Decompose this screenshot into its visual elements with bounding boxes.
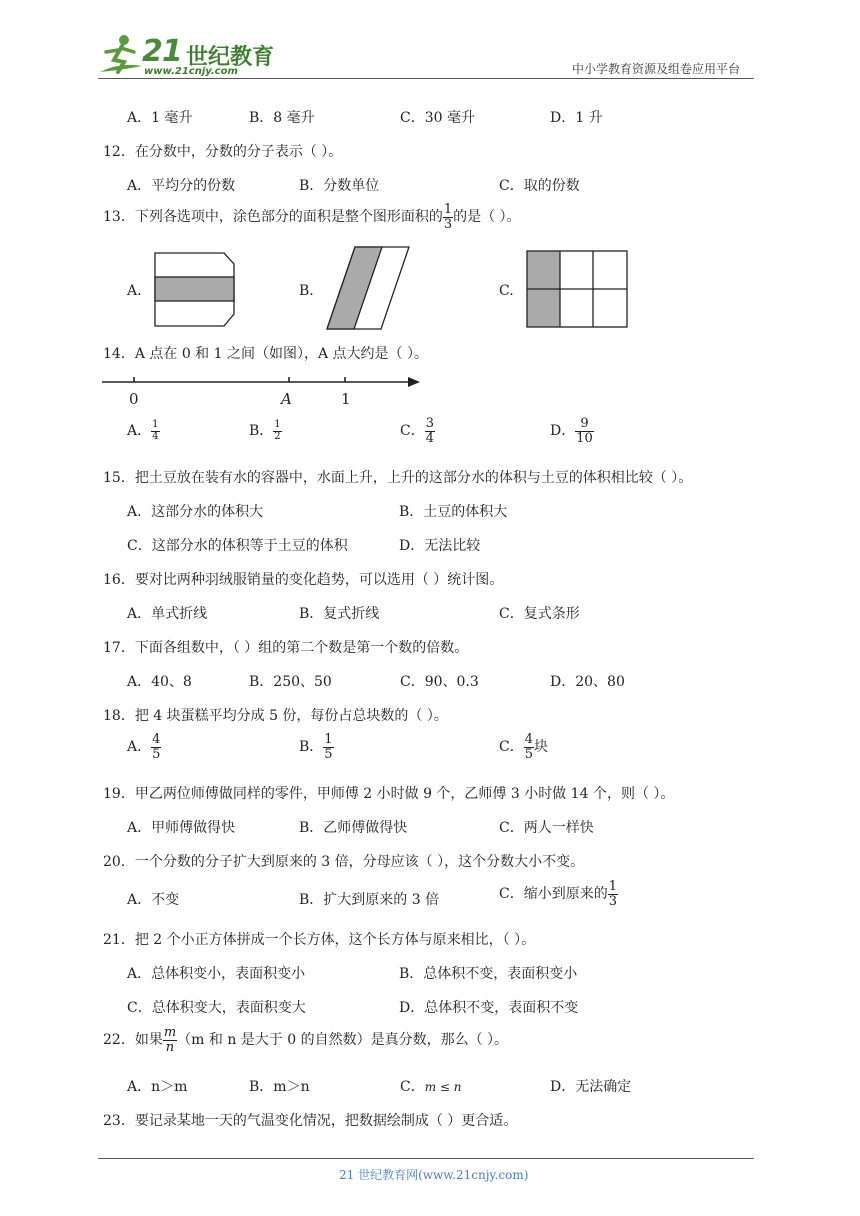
logo-number: 21 (142, 34, 182, 69)
q18-stem: 18．把 4 块蛋糕平均分成 5 份，每份占总块数的（ ）。 (103, 708, 448, 724)
q14-label-zero: 0 (129, 390, 139, 408)
q21-stem: 21．把 2 个小正方体拼成一个长方体，这个长方体与原来相比，（ ）。 (103, 932, 536, 948)
q13-option-a: A. (127, 283, 142, 299)
q13-option-c: C. (499, 283, 514, 299)
footer-divider (98, 1158, 754, 1159)
q16-option-c: C．复式条形 (499, 606, 580, 622)
q15-option-a: A．这部分水的体积大 (127, 504, 264, 520)
q15-option-b: B．土豆的体积大 (399, 504, 508, 520)
logo-url: www.21cnjy.com (144, 66, 238, 77)
q14-option-d: D． $\frac{9}{10}$ (550, 416, 593, 446)
q14-number-line (100, 372, 424, 410)
q17-option-b: B．250、50 (249, 674, 332, 690)
q19-option-a: A．甲师傅做得快 (127, 820, 236, 836)
q22-option-b: B．m＞n (249, 1079, 310, 1095)
q17-option-a: A．40、8 (127, 674, 192, 690)
q12-option-b: B．分数单位 (299, 178, 380, 194)
q16-option-b: B．复式折线 (299, 606, 380, 622)
q11-option-d: D．1 升 (550, 110, 603, 126)
q11-option-a: A．1 毫升 (127, 110, 193, 126)
q22-option-d: D．无法确定 (550, 1079, 632, 1095)
q19-option-b: B．乙师傅做得快 (299, 820, 408, 836)
q22-option-c: C．m ≤ n (400, 1079, 462, 1095)
footer-link[interactable]: 21 世纪教育网(www.21cnjy.com) (339, 1168, 529, 1182)
q21-option-b: B．总体积不变，表面积变小 (399, 966, 578, 982)
q15-option-c: C．这部分水的体积等于土豆的体积 (127, 538, 348, 554)
q14-option-b: B． $\frac{1}{2}$ (249, 419, 281, 442)
q13-option-b: B. (299, 283, 314, 299)
q20-option-a: A．不变 (127, 892, 180, 908)
logo-text: 世纪教育 (186, 45, 275, 70)
q22-option-a: A．n＞m (127, 1079, 188, 1095)
q21-option-c: C．总体积变大，表面积变大 (127, 1000, 306, 1016)
q19-option-c: C．两人一样快 (499, 820, 594, 836)
q12-option-c: C．取的份数 (499, 178, 580, 194)
q22-stem: 22．如果 $\frac{m}{n}$ （m 和 n 是大于 0 的自然数）是真分数，那么（ ）。 (103, 1025, 509, 1055)
q14-label-one: 1 (341, 390, 351, 408)
q13-stem: 13．下列各选项中，涂色部分的面积是整个图形面积的 $\frac{1}{3}$ 的是（ ）。 (103, 202, 521, 232)
q23-stem: 23．要记录某地一天的气温变化情况，把数据绘制成（ ）更合适。 (103, 1113, 518, 1129)
q21-option-a: A．总体积变小，表面积变小 (127, 966, 306, 982)
q14-option-c: C． $\frac{3}{4}$ (400, 416, 434, 446)
platform-name: 中小学教育资源及组卷应用平台 (572, 62, 741, 76)
q18-option-b: B． $\frac{1}{5}$ (299, 732, 333, 762)
q14-stem: 14．A 点在 0 和 1 之间（如图），A 点大约是（ ）。 (103, 346, 428, 362)
q13-figure-a (154, 252, 236, 328)
q13-fraction: $\frac{1}{3}$ (443, 202, 453, 232)
q20-stem: 20．一个分数的分子扩大到原来的 3 倍，分母应该（ ），这个分数大小不变。 (103, 854, 585, 870)
runner-logo-icon (94, 32, 146, 78)
header-divider (98, 78, 754, 79)
q17-option-d: D．20、80 (550, 674, 625, 690)
q14-label-a: A (281, 390, 292, 408)
q17-stem: 17．下面各组数中，（ ）组的第二个数是第一个数的倍数。 (103, 640, 469, 656)
q17-option-c: C．90、0.3 (400, 674, 479, 690)
q11-option-c: C．30 毫升 (400, 110, 475, 126)
q13-figure-b (325, 246, 411, 330)
q20-option-c: C．缩小到原来的 $\frac{1}{3}$ (499, 879, 617, 909)
q16-stem: 16．要对比两种羽绒服销量的变化趋势，可以选用（ ）统计图。 (103, 572, 504, 588)
q21-option-d: D．总体积不变，表面积不变 (399, 1000, 579, 1016)
q20-option-b: B．扩大到原来的 3 倍 (299, 892, 440, 908)
q11-option-b: B．8 毫升 (249, 110, 315, 126)
q15-stem: 15．把土豆放在装有水的容器中，水面上升，上升的这部分水的体积与土豆的体积相比较（ ）。 (103, 470, 693, 486)
q15-option-d: D．无法比较 (399, 538, 481, 554)
q18-option-c: C． $\frac{4}{5}$ 块 (499, 732, 548, 762)
q22-fraction: $\frac{m}{n}$ (163, 1025, 177, 1055)
q13-figure-c (526, 250, 628, 328)
q19-stem: 19．甲乙两位师傅做同样的零件，甲师傅 2 小时做 9 个，乙师傅 3 小时做 14 个，则（ ）。 (103, 786, 675, 802)
q14-option-a: A． $\frac{1}{4}$ (127, 419, 159, 442)
q16-option-a: A．单式折线 (127, 606, 208, 622)
q12-option-a: A．平均分的份数 (127, 178, 236, 194)
q12-stem: 12．在分数中，分数的分子表示（ ）。 (103, 144, 343, 160)
q18-option-a: A． $\frac{4}{5}$ (127, 732, 161, 762)
